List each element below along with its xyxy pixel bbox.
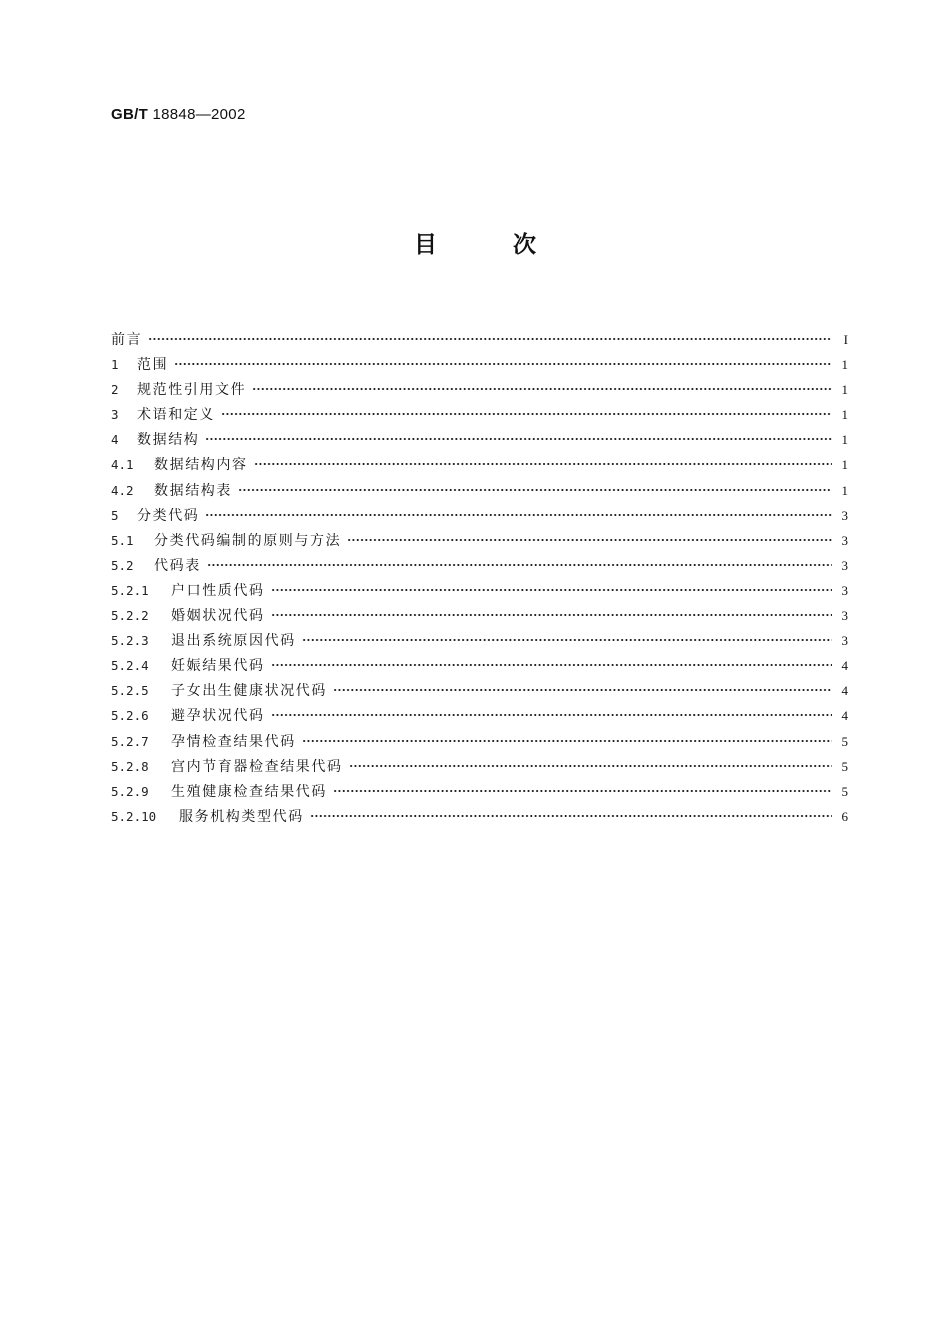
toc-leader-dots: [333, 784, 832, 798]
toc-entry-label: 避孕状况代码: [171, 708, 265, 725]
toc-leader-dots: [174, 357, 832, 371]
toc-entry[interactable]: [111, 530, 848, 555]
toc-entry-label: 数据结构表: [154, 482, 232, 499]
toc-entry[interactable]: [111, 781, 848, 806]
toc-entry-label: 分类代码编制的原则与方法: [154, 532, 342, 549]
toc-entry-label: 范围: [137, 357, 169, 374]
toc-entry[interactable]: [111, 580, 848, 605]
toc-entry-number: 1: [111, 357, 119, 373]
toc-entry-label: 代码表: [154, 557, 201, 574]
toc-entry-number: 5.2.6: [111, 708, 149, 724]
toc-entry-page: I: [843, 332, 848, 347]
standard-number: 18848—2002: [152, 106, 246, 123]
toc-entry-page: 3: [841, 633, 848, 649]
toc-entry[interactable]: [111, 379, 848, 404]
toc-entry-page: 3: [841, 582, 848, 598]
toc-leader-dots: [221, 407, 832, 421]
toc-entry-label: 生殖健康检查结果代码: [171, 783, 327, 800]
toc-entry[interactable]: [111, 454, 848, 479]
toc-leader-dots: [271, 658, 832, 672]
toc-entry-page: 4: [841, 658, 848, 674]
standard-prefix: GB/T: [111, 106, 149, 123]
toc-entry-number: 4.1: [111, 457, 134, 473]
toc-entry[interactable]: [111, 505, 848, 530]
toc-entry-page: 1: [841, 432, 848, 448]
toc-entry-number: 5.2: [111, 557, 134, 573]
toc-entry-number: 5.2.2: [111, 608, 149, 624]
toc-entry-number: 5.2.4: [111, 658, 149, 674]
toc-leader-dots: [349, 759, 832, 773]
toc-entry-label: 前言: [111, 332, 143, 348]
toc-entry[interactable]: [111, 806, 848, 831]
toc-leader-dots: [310, 809, 832, 823]
toc-entry-page: 6: [841, 808, 848, 824]
toc-entry-page: 3: [841, 507, 848, 523]
toc-entry-number: 4.2: [111, 482, 134, 498]
toc-entry-number: 5.1: [111, 532, 134, 548]
toc-entry[interactable]: [111, 354, 848, 379]
toc-entry[interactable]: [111, 630, 848, 655]
toc-leader-dots: [254, 457, 832, 471]
toc-entry-page: 4: [841, 683, 848, 699]
toc-leader-dots: [271, 583, 832, 597]
toc-entry-number: 5.2.3: [111, 633, 149, 649]
toc-leader-dots: [148, 332, 832, 346]
toc-entry-page: 3: [841, 557, 848, 573]
toc-entry-page: 3: [841, 532, 848, 548]
toc-entry[interactable]: [111, 705, 848, 730]
page-title: 目次: [414, 232, 612, 258]
toc-entry-label: 术语和定义: [137, 407, 215, 424]
toc-entry-label: 妊娠结果代码: [171, 658, 265, 675]
toc-leader-dots: [271, 608, 832, 622]
toc-entry-number: 5.2.5: [111, 683, 149, 699]
toc-entry-number: 5.2.10: [111, 808, 157, 824]
toc-leader-dots: [271, 708, 832, 722]
toc-leader-dots: [347, 533, 832, 547]
toc-entry-label: 服务机构类型代码: [179, 808, 304, 825]
toc-entry[interactable]: [111, 680, 848, 705]
toc-entry-number: 5.2.7: [111, 733, 149, 749]
toc-entry-page: 3: [841, 608, 848, 624]
toc-leader-dots: [207, 558, 832, 572]
toc-entry-number: 5.2.1: [111, 582, 149, 598]
toc-entry-label: 退出系统原因代码: [171, 633, 296, 650]
toc-entry-number: 5: [111, 507, 119, 523]
toc-leader-dots: [333, 683, 832, 697]
toc-entry[interactable]: [111, 655, 848, 680]
toc-entry-label: 规范性引用文件: [137, 382, 247, 399]
toc-entry-number: 5.2.8: [111, 758, 149, 774]
toc-entry-page: 1: [841, 407, 848, 423]
toc-entry-label: 数据结构内容: [154, 457, 248, 474]
toc-entry[interactable]: [111, 404, 848, 429]
toc-entry-label: 分类代码: [137, 507, 200, 524]
toc-leader-dots: [238, 483, 832, 497]
toc-entry-page: 1: [841, 457, 848, 473]
toc-entry-number: 4: [111, 432, 119, 448]
toc-entry-page: 5: [841, 733, 848, 749]
toc-entry-label: 数据结构: [137, 432, 200, 449]
toc-entry[interactable]: [111, 756, 848, 781]
table-of-contents: [111, 329, 848, 831]
toc-entry-label: 宫内节育器检查结果代码: [171, 758, 343, 775]
toc-entry-page: 4: [841, 708, 848, 724]
toc-entry-page: 5: [841, 758, 848, 774]
toc-leader-dots: [252, 382, 832, 396]
toc-leader-dots: [302, 734, 832, 748]
toc-entry-number: 3: [111, 407, 119, 423]
toc-entry-number: 5.2.9: [111, 783, 149, 799]
toc-entry[interactable]: [111, 480, 848, 505]
toc-entry-label: 孕情检查结果代码: [171, 733, 296, 750]
toc-entry-label: 婚姻状况代码: [171, 608, 265, 625]
toc-entry-page: 5: [841, 783, 848, 799]
toc-entry[interactable]: [111, 605, 848, 630]
toc-entry[interactable]: [111, 329, 848, 354]
toc-entry[interactable]: [111, 731, 848, 756]
toc-entry-label: 子女出生健康状况代码: [171, 683, 327, 700]
toc-leader-dots: [205, 432, 832, 446]
toc-leader-dots: [302, 633, 832, 647]
toc-entry-label: 户口性质代码: [171, 582, 265, 599]
toc-entry-page: 1: [841, 357, 848, 373]
toc-entry-number: 2: [111, 382, 119, 398]
toc-leader-dots: [205, 508, 832, 522]
toc-entry-page: 1: [841, 382, 848, 398]
standard-code: [111, 106, 246, 123]
toc-entry-page: 1: [841, 482, 848, 498]
toc-entry[interactable]: [111, 555, 848, 580]
toc-entry[interactable]: [111, 429, 848, 454]
